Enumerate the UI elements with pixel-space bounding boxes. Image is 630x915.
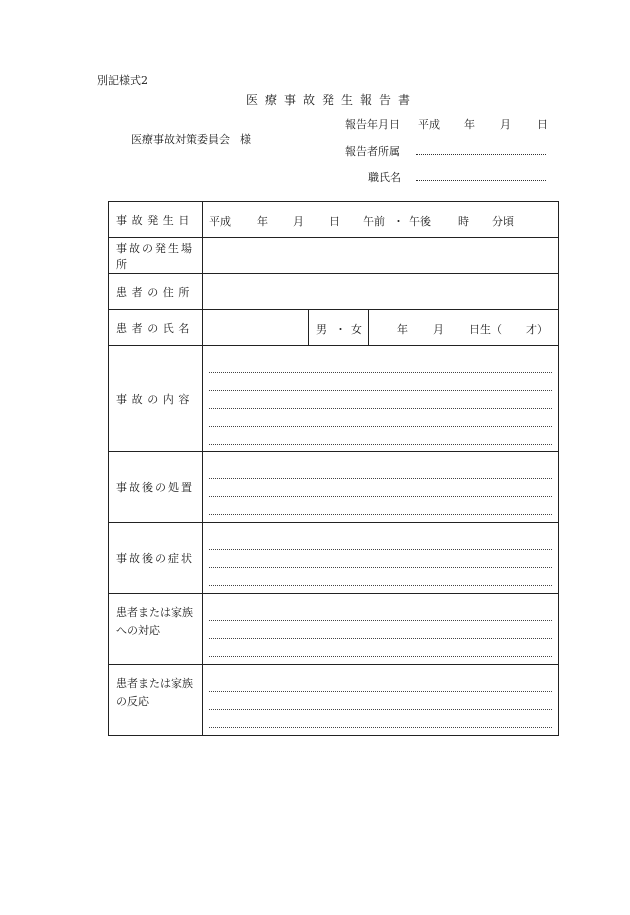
affiliation-label: 報告者所属 bbox=[345, 145, 400, 158]
post-treatment-label: 事故後の処置 bbox=[109, 452, 203, 523]
occurrence-minute: 分頃 bbox=[492, 214, 514, 228]
patient-address-label: 患者の住所 bbox=[109, 274, 203, 310]
position-name-field[interactable] bbox=[416, 170, 546, 181]
table-row bbox=[109, 452, 559, 523]
form-reference: 別記様式2 bbox=[97, 74, 148, 87]
family-response-field[interactable] bbox=[203, 594, 559, 665]
birth-month: 月 bbox=[433, 322, 444, 336]
report-date-label: 報告年月日 bbox=[345, 118, 400, 131]
family-response-label-line1: 患者または家族 bbox=[116, 606, 193, 619]
occurrence-hour: 時 bbox=[458, 214, 469, 228]
position-name-label: 職氏名 bbox=[368, 171, 401, 184]
occurrence-day: 日 bbox=[329, 214, 340, 228]
post-symptoms-field[interactable] bbox=[203, 523, 559, 594]
family-reaction-field[interactable] bbox=[203, 665, 559, 736]
table-row bbox=[109, 238, 559, 274]
occurrence-month: 月 bbox=[293, 214, 304, 228]
table-row bbox=[109, 523, 559, 594]
table-row bbox=[109, 594, 559, 665]
addressee bbox=[131, 131, 251, 147]
family-reaction-label bbox=[109, 665, 203, 736]
family-reaction-label-line2: の反応 bbox=[116, 695, 149, 708]
sex-field[interactable] bbox=[309, 310, 369, 346]
occurrence-year: 年 bbox=[257, 214, 268, 228]
occurrence-pm[interactable]: 午後 bbox=[409, 214, 431, 228]
report-date-year: 年 bbox=[464, 118, 475, 131]
accident-content-label: 事故の内容 bbox=[109, 346, 203, 452]
sex-separator: ・ bbox=[335, 322, 346, 336]
table-row bbox=[109, 346, 559, 452]
affiliation-field[interactable] bbox=[416, 144, 546, 155]
sex-male[interactable]: 男 bbox=[316, 322, 327, 336]
patient-name-label: 患者の氏名 bbox=[109, 310, 203, 346]
report-table bbox=[108, 201, 559, 736]
addressee-name: 医療事故対策委員会 bbox=[131, 133, 230, 146]
location-label: 事故の発生場所 bbox=[109, 238, 203, 274]
patient-name-field[interactable] bbox=[203, 310, 309, 346]
birth-year: 年 bbox=[397, 322, 408, 336]
sex-female[interactable]: 女 bbox=[351, 322, 362, 336]
patient-address-field[interactable] bbox=[203, 274, 559, 310]
family-response-label-line2: への対応 bbox=[116, 624, 160, 637]
report-date-day: 日 bbox=[537, 118, 548, 131]
accident-content-field[interactable] bbox=[203, 346, 559, 452]
table-row bbox=[109, 274, 559, 310]
table-row bbox=[109, 665, 559, 736]
post-treatment-field[interactable] bbox=[203, 452, 559, 523]
report-date-era: 平成 bbox=[418, 118, 440, 131]
birth-day: 日生（ bbox=[469, 322, 502, 336]
table-row bbox=[109, 310, 559, 346]
family-response-label bbox=[109, 594, 203, 665]
addressee-honorific: 様 bbox=[240, 133, 251, 146]
age: 才） bbox=[526, 322, 548, 336]
birthdate-field[interactable] bbox=[369, 310, 559, 346]
occurrence-date-label: 事故発生日 bbox=[109, 202, 203, 238]
location-field[interactable] bbox=[203, 238, 559, 274]
occurrence-date-field[interactable] bbox=[203, 202, 559, 238]
occurrence-era: 平成 bbox=[209, 214, 231, 228]
report-date-month: 月 bbox=[500, 118, 511, 131]
family-reaction-label-line1: 患者または家族 bbox=[116, 677, 193, 690]
occurrence-ampm-separator: ・ bbox=[393, 214, 404, 228]
post-symptoms-label: 事故後の症状 bbox=[109, 523, 203, 594]
form-title: 医療事故発生報告書 bbox=[246, 93, 418, 107]
occurrence-am[interactable]: 午前 bbox=[363, 214, 385, 228]
table-row bbox=[109, 202, 559, 238]
